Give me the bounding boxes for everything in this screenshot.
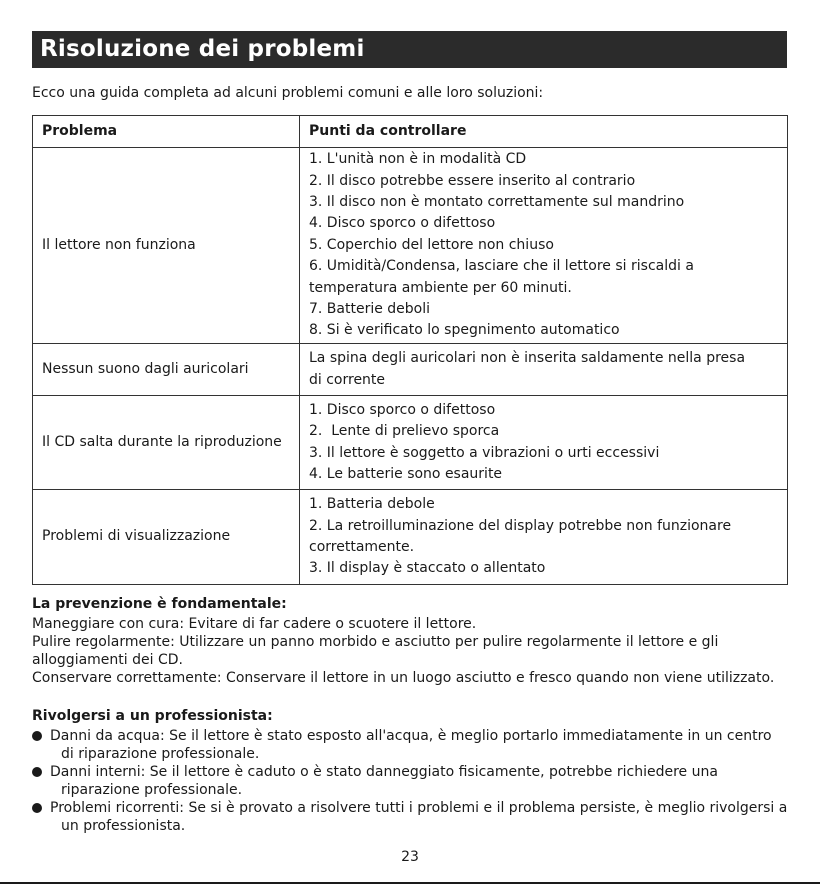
list-item: [32, 763, 792, 799]
table-row: [33, 344, 788, 396]
problem-cell: Nessun suono dagli auricolari: [33, 344, 300, 396]
check-line: 2. Il disco potrebbe essere inserito al contrario: [309, 172, 636, 189]
intro-text: Ecco una guida completa ad alcuni problemi comuni e alle loro soluzioni:: [32, 85, 544, 101]
check-line: 6. Umidità/Condensa, lasciare che il lettore si riscaldi a: [309, 258, 694, 275]
bullet-dot-icon: [32, 767, 42, 777]
check-line: 1. L'unità non è in modalità CD: [309, 151, 527, 168]
check-line: 1. Batteria debole: [309, 496, 435, 513]
problem-cell: Il CD salta durante la riproduzione: [33, 396, 300, 490]
check-line: temperatura ambiente per 60 minuti.: [309, 279, 572, 296]
check-line: 4. Le batterie sono esaurite: [309, 465, 503, 482]
problem-cell: Problemi di visualizzazione: [33, 490, 300, 585]
bottom-divider: [0, 882, 820, 884]
list-item: [32, 799, 792, 835]
bullet-dot-icon: [32, 731, 42, 741]
checks-cell: [300, 344, 788, 396]
prevention-line: Pulire regolarmente: Utilizzare un panno morbido e asciutto per pulire regolarmente il lettore e gli: [32, 634, 719, 650]
professional-heading: Rivolgersi a un professionista:: [32, 708, 273, 724]
check-line: 1. Disco sporco o difettoso: [309, 401, 496, 418]
bullet-dot-icon: [32, 803, 42, 813]
page-number: 23: [401, 849, 419, 865]
prevention-heading: La prevenzione è fondamentale:: [32, 596, 287, 612]
list-item: [32, 727, 792, 763]
checks-cell: [300, 490, 788, 585]
troubleshooting-table: [32, 115, 788, 585]
bullet-line: un professionista.: [61, 818, 186, 834]
check-line: 2. Lente di prelievo sporca: [309, 423, 500, 440]
checks-cell: [300, 148, 788, 344]
page-title: Risoluzione dei problemi: [32, 31, 787, 68]
check-line: correttamente.: [309, 539, 415, 555]
table-header-row: [33, 116, 788, 148]
prevention-text: [32, 615, 792, 687]
prevention-line: Conservare correttamente: Conservare il lettore in un luogo asciutto e fresco quando non viene utilizzato.: [32, 670, 775, 686]
prevention-line: alloggiamenti dei CD.: [32, 652, 183, 668]
check-line: La spina degli auricolari non è inserita saldamente nella presa: [309, 350, 746, 367]
header-checks: Punti da controllare: [300, 116, 788, 148]
professional-list: [32, 727, 792, 835]
check-line: 8. Si è verificato lo spegnimento automatico: [309, 322, 620, 339]
check-line: 3. Il display è staccato o allentato: [309, 560, 546, 577]
bullet-line: Danni da acqua: Se il lettore è stato esposto all'acqua, è meglio portarlo immediatamente in un centro: [50, 728, 772, 744]
checks-cell: [300, 396, 788, 490]
bullet-line: Problemi ricorrenti: Se si è provato a risolvere tutti i problemi e il problema persiste, è meglio rivolgersi a: [50, 800, 788, 816]
check-line: di corrente: [309, 371, 386, 388]
problem-cell: Il lettore non funziona: [33, 148, 300, 344]
check-line: 7. Batterie deboli: [309, 301, 431, 318]
check-line: 5. Coperchio del lettore non chiuso: [309, 236, 554, 253]
check-line: 2. La retroilluminazione del display potrebbe non funzionare: [309, 517, 732, 534]
table-row: [33, 396, 788, 490]
check-line: 4. Disco sporco o difettoso: [309, 215, 496, 232]
check-line: 3. Il disco non è montato correttamente sul mandrino: [309, 193, 685, 210]
header-problem: Problema: [33, 116, 300, 148]
bullet-line: di riparazione professionale.: [61, 746, 260, 762]
check-line: 3. Il lettore è soggetto a vibrazioni o urti eccessivi: [309, 444, 660, 461]
prevention-line: Maneggiare con cura: Evitare di far cadere o scuotere il lettore.: [32, 616, 477, 632]
table-row: [33, 148, 788, 344]
bullet-line: riparazione professionale.: [61, 782, 243, 798]
bullet-line: Danni interni: Se il lettore è caduto o è stato danneggiato fisicamente, potrebbe richiedere una: [50, 764, 718, 780]
table-row: [33, 490, 788, 585]
